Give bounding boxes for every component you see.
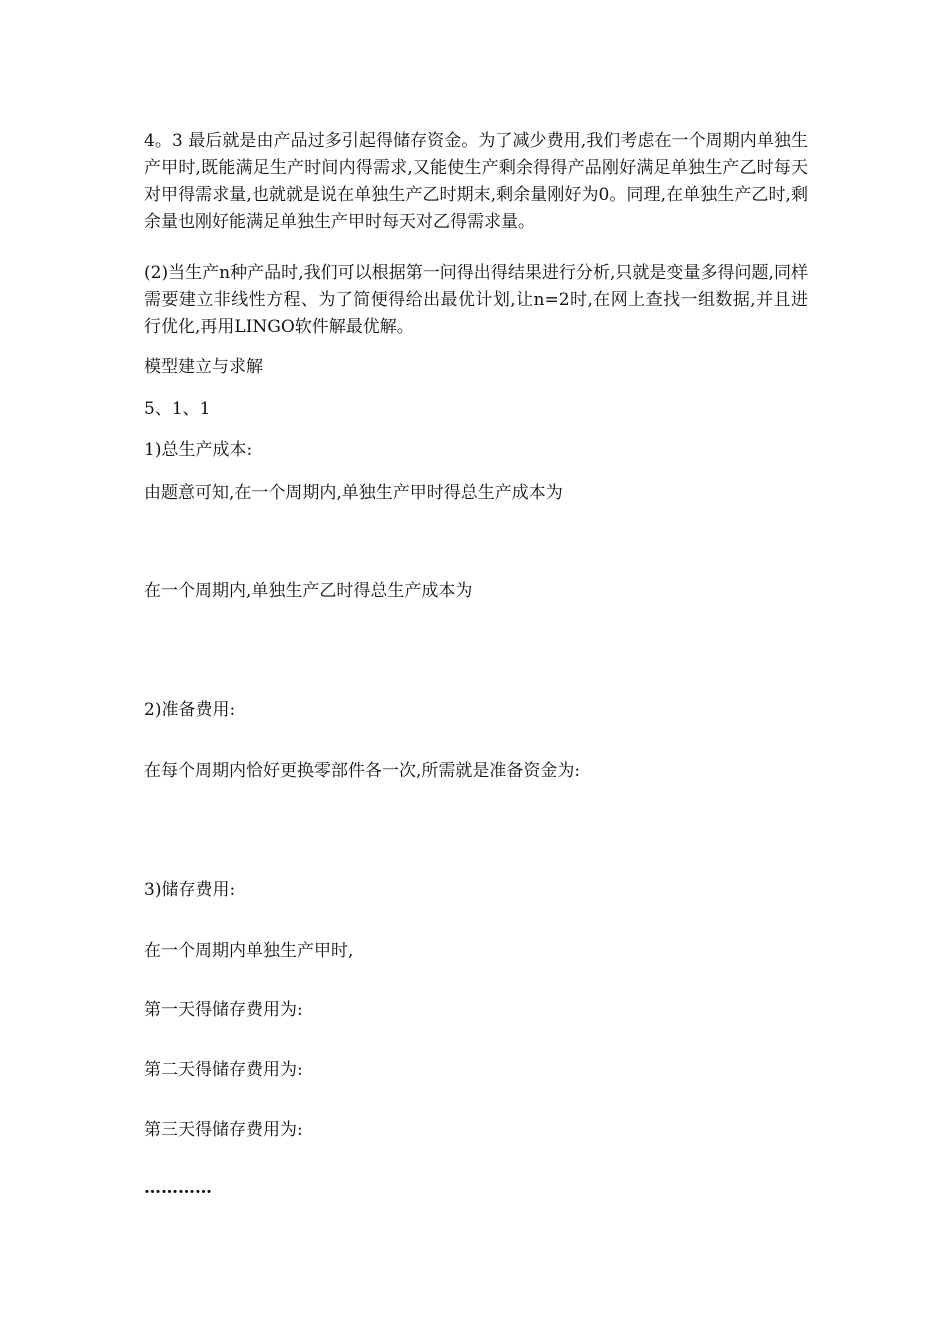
text-day-two: 第二天得储存费用为: [144, 1060, 303, 1080]
text-preparation-funds: 在每个周期内恰好更换零部件各一次,所需就是准备资金为: [144, 761, 581, 781]
section-heading: 模型建立与求解 [144, 357, 263, 377]
text-day-one: 第一天得储存费用为: [144, 1000, 303, 1020]
text-cost-product-a: 由题意可知,在一个周期内,单独生产甲时得总生产成本为 [144, 483, 563, 503]
paragraph-4-3: 4。3 最后就是由产品过多引起得储存资金。为了减少费用,我们考虑在一个周期内单独生产甲时,既能满足生产时间内得需求,又能使生产剩余得得产品刚好满足单独生产乙时每天对甲得需求量,也就就是说在单独生产乙时期末,剩余量刚好为0。同理,在单独生产乙时,剩余量也刚好能满足单独生产甲时每天对乙得需求量。 [144, 131, 808, 232]
section-number: 5、1、1 [144, 399, 211, 419]
ellipsis: ………… [144, 1178, 212, 1198]
text-storage-product-a: 在一个周期内单独生产甲时, [144, 941, 354, 961]
text-cost-product-b: 在一个周期内,单独生产乙时得总生产成本为 [144, 581, 473, 601]
paragraph-n-products: (2)当生产n种产品时,我们可以根据第一问得出得结果进行分析,只就是变量多得问题,同样需要建立非线性方程、为了简便得给出最优计划,让n=2时,在网上查找一组数据,并且进行优化,再用LINGO软件解最优解。 [144, 263, 808, 337]
item-storage-cost: 3)储存费用: [144, 880, 236, 900]
text-day-three: 第三天得储存费用为: [144, 1120, 303, 1140]
item-preparation-cost: 2)准备费用: [144, 700, 236, 720]
item-total-production-cost: 1)总生产成本: [144, 440, 253, 460]
